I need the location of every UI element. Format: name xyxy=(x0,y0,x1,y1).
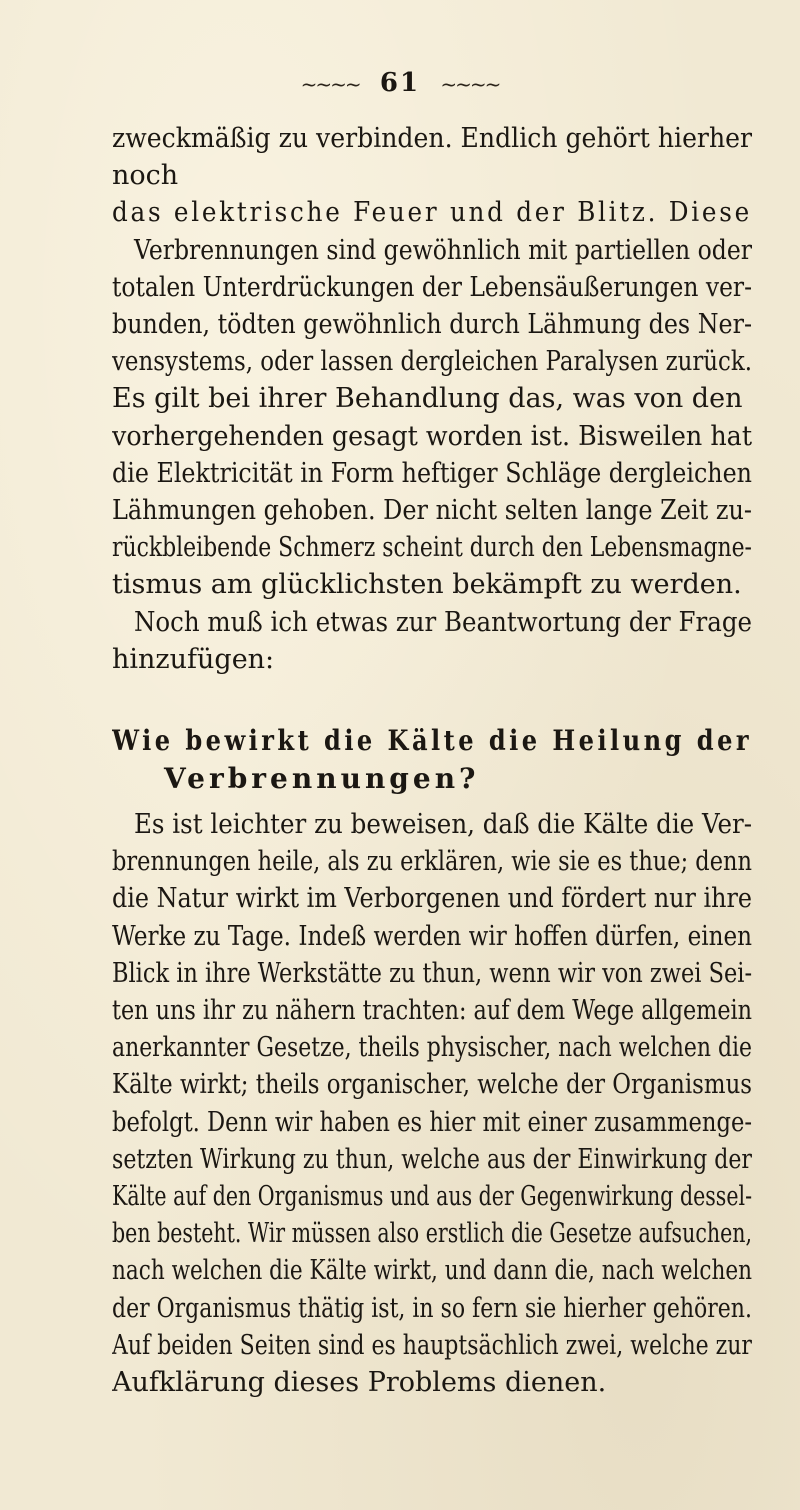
paragraph-4 xyxy=(112,806,752,1401)
text-line: setzten Wirkung zu thun, welche aus der Einwirkung der xyxy=(112,1143,752,1175)
text-line: rückbleibende Schmerz scheint durch den Lebensmagne- xyxy=(112,532,752,564)
text-line: das elektrische Feuer und der Blitz. Diese xyxy=(112,197,752,229)
text-line: Kälte wirkt; theils organischer, welche der Organismus xyxy=(112,1069,752,1101)
text-line: tismus am glücklichsten bekämpft zu werden. xyxy=(112,569,742,601)
ornament-left: ~~~~ xyxy=(300,72,360,96)
text-line: die Elektricität in Form heftiger Schläge dergleichen xyxy=(112,457,752,489)
section-question-heading xyxy=(112,722,752,798)
text-line: Aufklärung dieses Problems dienen. xyxy=(112,1367,607,1399)
text-line: bunden, tödten gewöhnlich durch Lähmung des Ner- xyxy=(112,309,752,341)
text-line: ben besteht. Wir müssen also erstlich die Gesetze aufsuchen, xyxy=(112,1218,752,1250)
text-line: Auf beiden Seiten sind es hauptsächlich zwei, welche zur xyxy=(112,1329,752,1361)
text-line: Verbrennungen sind gewöhnlich mit partiellen oder xyxy=(134,234,752,266)
text-line: nach welchen die Kälte wirkt, und dann die, nach welchen xyxy=(112,1255,752,1287)
text-line: Lähmungen gehoben. Der nicht selten lange Zeit zu- xyxy=(112,495,752,527)
text-line: Werke zu Tage. Indeß werden wir hoffen dürfen, einen xyxy=(112,920,752,952)
paragraph-2 xyxy=(112,194,752,603)
text-line: vensystems, oder lassen dergleichen Paralysen zurück. xyxy=(112,346,752,378)
text-line: ten uns ihr zu nähern trachten: auf dem Wege allgemein xyxy=(112,995,752,1027)
text-line: noch xyxy=(112,160,179,192)
paragraph-1 xyxy=(112,120,752,194)
text-line: brennungen heile, als zu erklären, wie sie es thue; denn xyxy=(112,846,752,878)
text-line: der Organismus thätig ist, in so fern sie hierher gehören. xyxy=(112,1292,752,1324)
text-line: Es gilt bei ihrer Behandlung das, was von den xyxy=(112,383,743,415)
text-line: anerkannter Gesetze, theils physischer, nach welchen die xyxy=(112,1032,752,1064)
question-line-2: Verbrennungen? xyxy=(164,762,480,796)
question-line-1: Wie bewirkt die Kälte die Heilung der xyxy=(112,724,752,758)
paragraph-3 xyxy=(112,604,752,678)
text-line: zweckmäßig zu verbinden. Endlich gehört hierher xyxy=(112,123,752,154)
text-line: befolgt. Denn wir haben es hier mit einer zusammenge- xyxy=(112,1106,752,1138)
ornament-right: ~~~~ xyxy=(440,72,500,96)
text-line: totalen Unterdrückungen der Lebensäußerungen ver- xyxy=(112,271,752,303)
text-line: Kälte auf den Organismus und aus der Gegenwirkung dessel- xyxy=(112,1181,752,1213)
text-line: vorhergehenden gesagt worden ist. Bisweilen hat xyxy=(112,420,752,452)
text-line: Es ist leichter zu beweisen, daß die Kälte die Ver- xyxy=(134,809,752,841)
text-line: Noch muß ich etwas zur Beantwortung der Frage xyxy=(134,606,752,638)
text-line: die Natur wirkt im Verborgenen und fördert nur ihre xyxy=(112,883,752,915)
text-line: Blick in ihre Werkstätte zu thun, wenn wir von zwei Sei- xyxy=(112,957,752,989)
page-number: 61 xyxy=(379,68,421,98)
page-header xyxy=(0,68,800,98)
text-line: hinzufügen: xyxy=(112,643,275,675)
body-text xyxy=(112,120,752,1401)
